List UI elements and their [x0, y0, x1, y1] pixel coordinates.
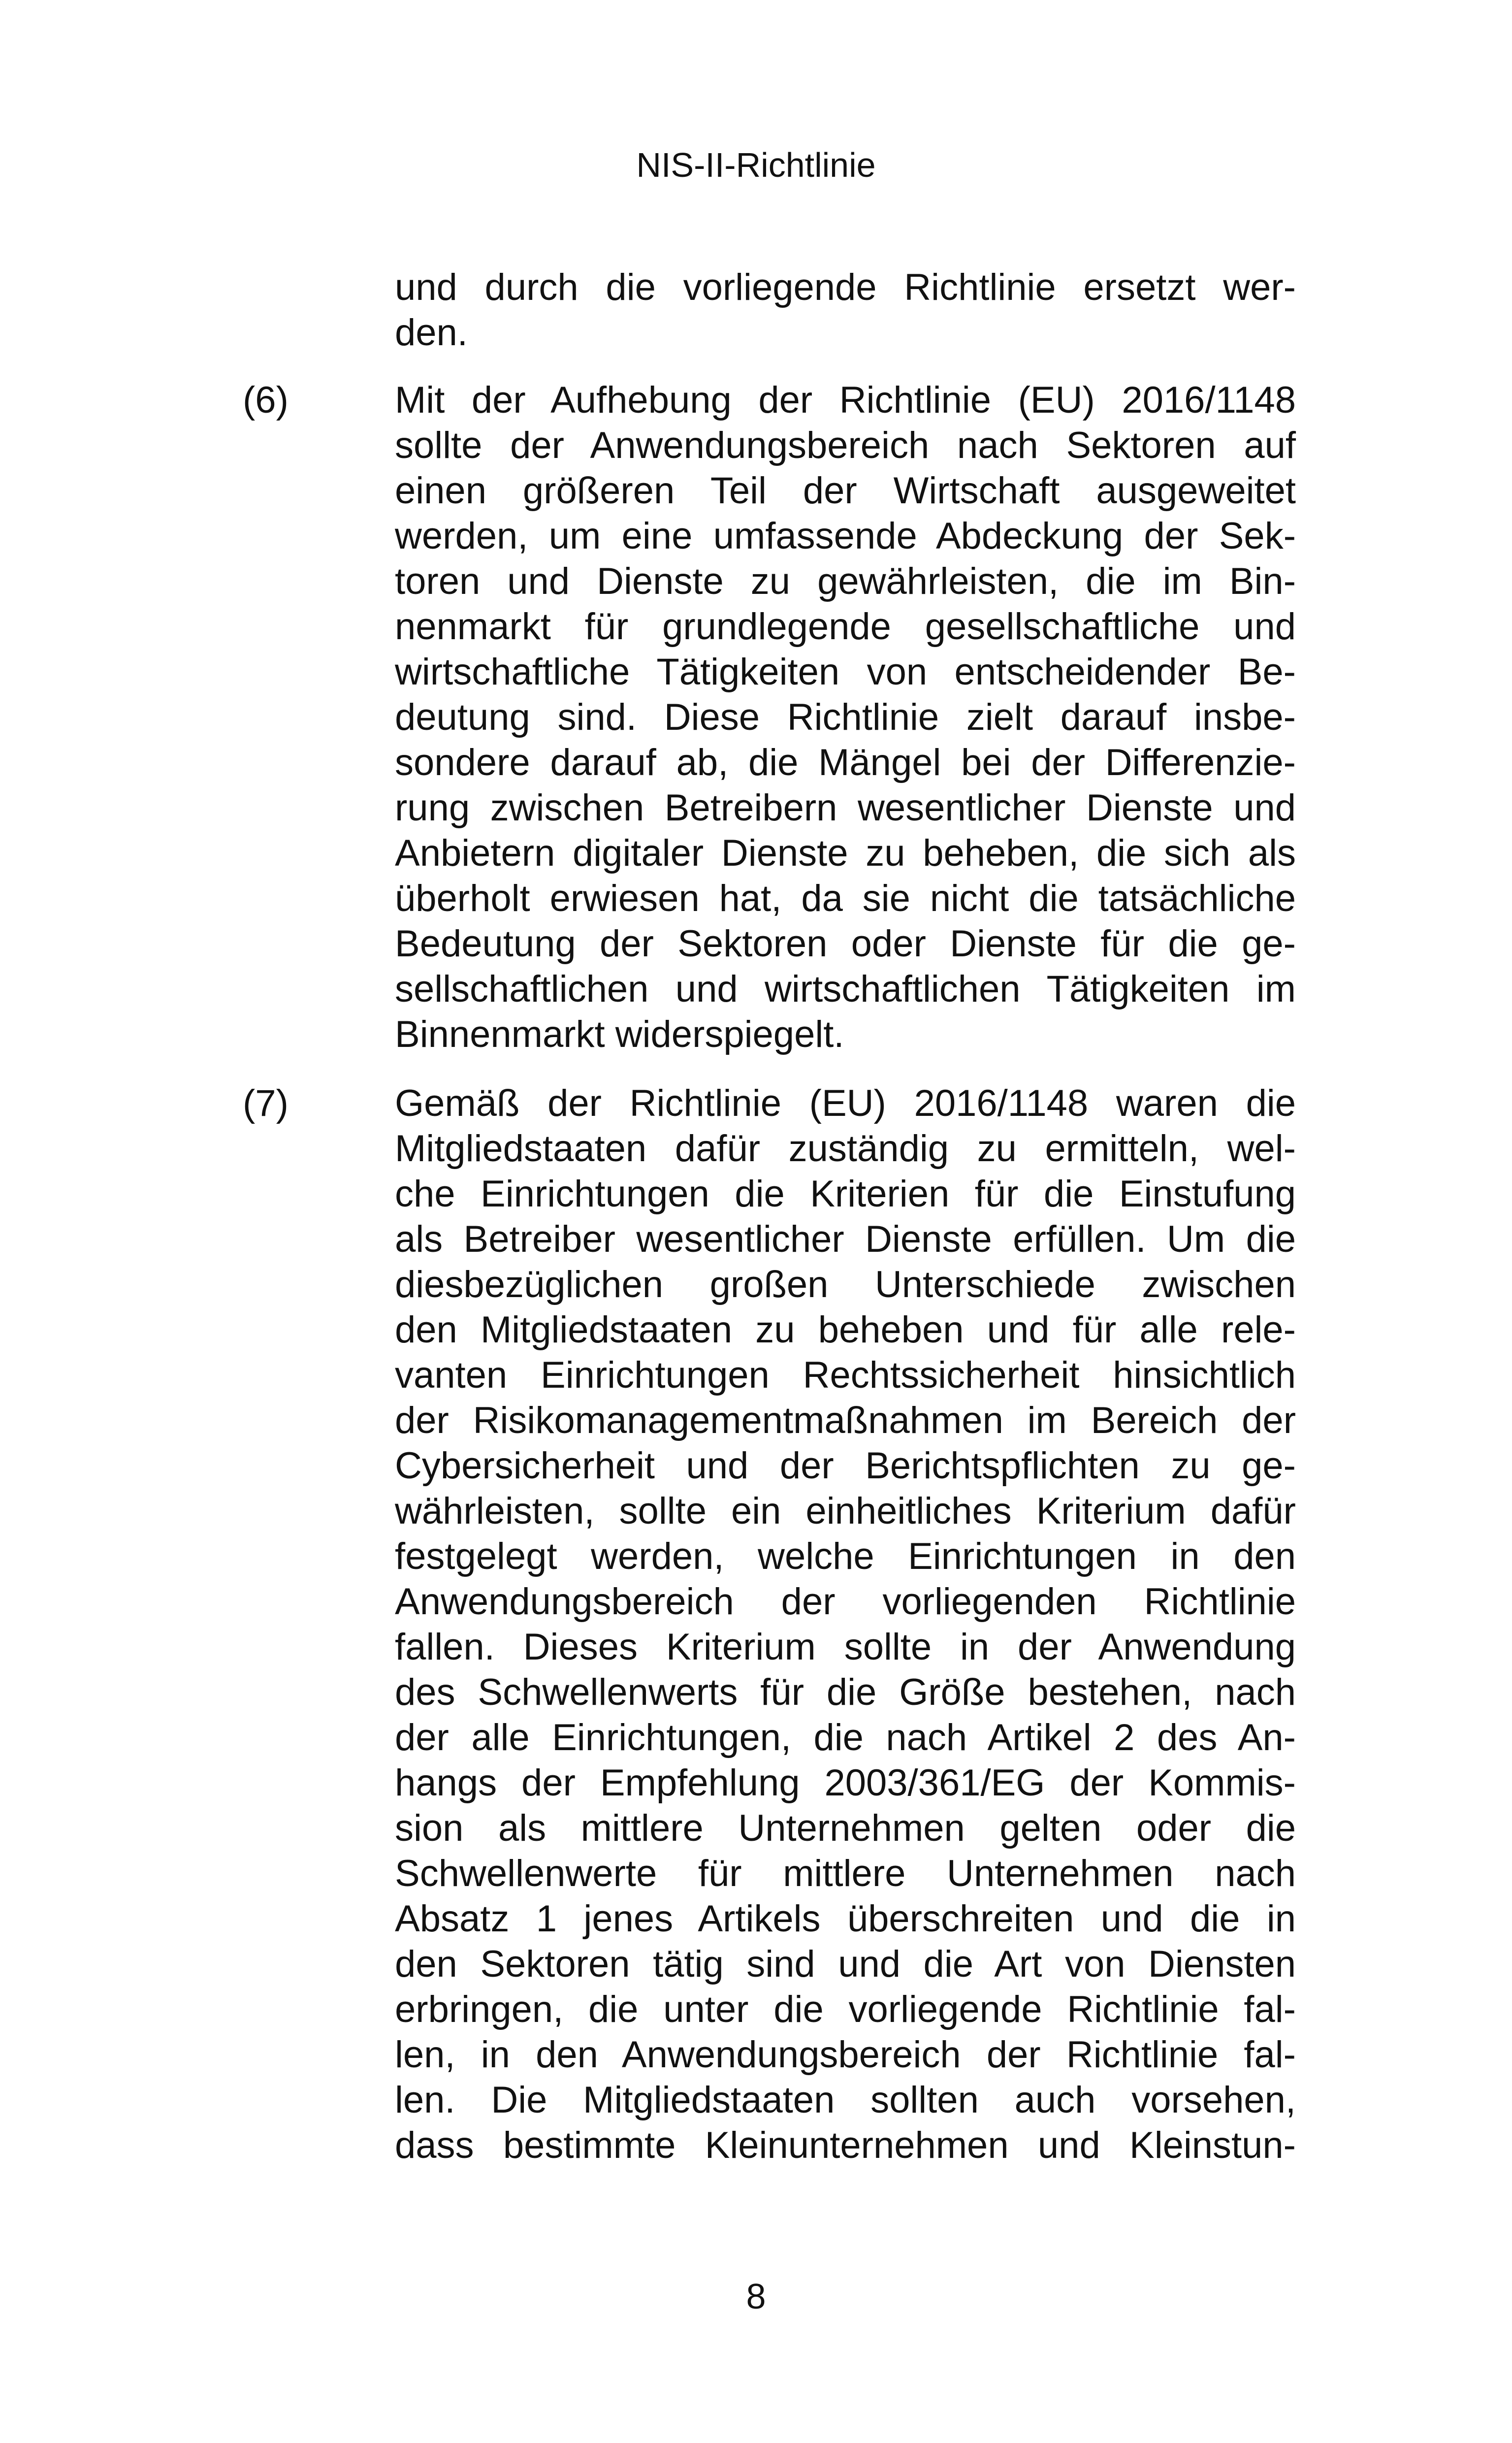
- text-line: diesbezüglichen großen Unterschiede zwischen: [395, 1264, 1296, 1305]
- text-line: deutung sind. Diese Richtlinie zielt darauf insbe-: [395, 696, 1296, 738]
- text-line: und durch die vorliegende Richtlinie ersetzt wer-: [395, 266, 1296, 308]
- text-line: des Schwellenwerts für die Größe bestehen, nach: [395, 1671, 1296, 1713]
- text-line: werden, um eine umfassende Abdeckung der Sek-: [395, 515, 1296, 557]
- text-line: überholt erwiesen hat, da sie nicht die tatsächliche: [395, 878, 1296, 919]
- text-line: festgelegt werden, welche Einrichtungen in den: [395, 1535, 1296, 1577]
- text-line: der alle Einrichtungen, die nach Artikel 2 des An-: [395, 1717, 1296, 1759]
- page-number: 8: [746, 2277, 766, 2316]
- text-line: rung zwischen Betreibern wesentlicher Dienste und: [395, 787, 1296, 829]
- text-line: Mit der Aufhebung der Richtlinie (EU) 2016/1148: [395, 379, 1296, 421]
- text-line: sollte der Anwendungsbereich nach Sektoren auf: [395, 424, 1296, 466]
- running-header: NIS-II-Richtlinie: [636, 146, 876, 184]
- text-line: den Sektoren tätig sind und die Art von Diensten: [395, 1943, 1296, 1985]
- text-line: währleisten, sollte ein einheitliches Kriterium dafür: [395, 1490, 1296, 1532]
- text-line: toren und Dienste zu gewährleisten, die im Bin-: [395, 560, 1296, 602]
- paragraph-number: (7): [243, 1082, 289, 1124]
- text-line: Cybersicherheit und der Berichtspflichten zu ge-: [395, 1445, 1296, 1487]
- text-line: Gemäß der Richtlinie (EU) 2016/1148 waren die: [395, 1082, 1296, 1124]
- text-line: erbringen, die unter die vorliegende Richtlinie fal-: [395, 1988, 1296, 2030]
- text-line: Schwellenwerte für mittlere Unternehmen nach: [395, 1853, 1296, 1894]
- text-line: vanten Einrichtungen Rechtssicherheit hinsichtlich: [395, 1354, 1296, 1396]
- paragraph-number: (6): [243, 379, 289, 421]
- text-line: sellschaftlichen und wirtschaftlichen Tätigkeiten im: [395, 968, 1296, 1010]
- text-line: Anwendungsbereich der vorliegenden Richtlinie: [395, 1581, 1296, 1623]
- text-line: sondere darauf ab, die Mängel bei der Differenzie-: [395, 742, 1296, 783]
- text-line: der Risikomanagementmaßnahmen im Bereich der: [395, 1400, 1296, 1441]
- text-line: dass bestimmte Kleinunternehmen und Kleinstun-: [395, 2124, 1296, 2166]
- text-line: wirtschaftliche Tätigkeiten von entscheidender Be-: [395, 651, 1296, 693]
- text-line: nenmarkt für grundlegende gesellschaftliche und: [395, 606, 1296, 648]
- text-line: den Mitgliedstaaten zu beheben und für alle rele-: [395, 1309, 1296, 1351]
- text-line: als Betreiber wesentlicher Dienste erfüllen. Um die: [395, 1218, 1296, 1260]
- text-line: sion als mittlere Unternehmen gelten oder die: [395, 1807, 1296, 1849]
- text-line: fallen. Dieses Kriterium sollte in der Anwendung: [395, 1626, 1296, 1668]
- text-line: len, in den Anwendungsbereich der Richtlinie fal-: [395, 2034, 1296, 2076]
- text-line: hangs der Empfehlung 2003/361/EG der Kommis-: [395, 1762, 1296, 1804]
- text-line: den.: [395, 312, 468, 354]
- text-line: che Einrichtungen die Kriterien für die Einstufung: [395, 1173, 1296, 1215]
- text-line: einen größeren Teil der Wirtschaft ausgeweitet: [395, 470, 1296, 512]
- text-line: Absatz 1 jenes Artikels überschreiten und die in: [395, 1898, 1296, 1940]
- text-line: len. Die Mitgliedstaaten sollten auch vorsehen,: [395, 2079, 1296, 2121]
- text-line: Anbietern digitaler Dienste zu beheben, die sich als: [395, 832, 1296, 874]
- text-line: Mitgliedstaaten dafür zuständig zu ermitteln, wel-: [395, 1128, 1296, 1170]
- text-line: Bedeutung der Sektoren oder Dienste für die ge-: [395, 923, 1296, 965]
- text-line: Binnenmarkt widerspiegelt.: [395, 1013, 844, 1055]
